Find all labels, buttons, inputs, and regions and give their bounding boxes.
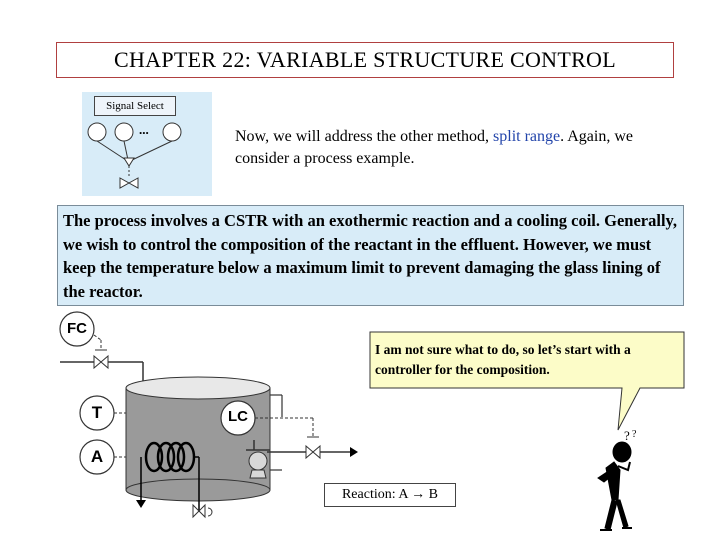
page-title: CHAPTER 22: VARIABLE STRUCTURE CONTROL [114,47,616,72]
callout-text: I am not sure what to do, so let’s start with a controller for the composition. [375,342,631,377]
thinking-figure-icon [598,428,637,530]
svg-text:?: ? [632,429,637,440]
signal-select-ellipsis: ... [139,122,149,137]
intro-highlight: split range [493,128,561,145]
t-label: T [91,403,103,422]
feed-valve [94,350,108,368]
intro-part2: . Again, we consider a process example. [235,128,633,167]
reaction-label: Reaction: A → B [324,483,456,507]
outlet-valve [306,437,320,458]
lc-label: LC [228,408,248,425]
intro-part1: Now, we will address the other method, [235,128,494,145]
pump [249,452,267,478]
svg-text:?: ? [624,428,630,443]
fc-label: FC [67,320,87,337]
description-panel: The process involves a CSTR with an exothermic reaction and a cooling coil. Generally, we wish to control the composition of the reactant in the effluent. However, we must keep the temperature below a maximum limit to prevent damaging the glass lining of the reactor. [57,205,684,306]
signal-select-label: Signal Select [94,96,176,116]
coolant-valve [193,505,212,517]
cstr-vessel [126,377,270,501]
a-label: A [90,447,104,466]
